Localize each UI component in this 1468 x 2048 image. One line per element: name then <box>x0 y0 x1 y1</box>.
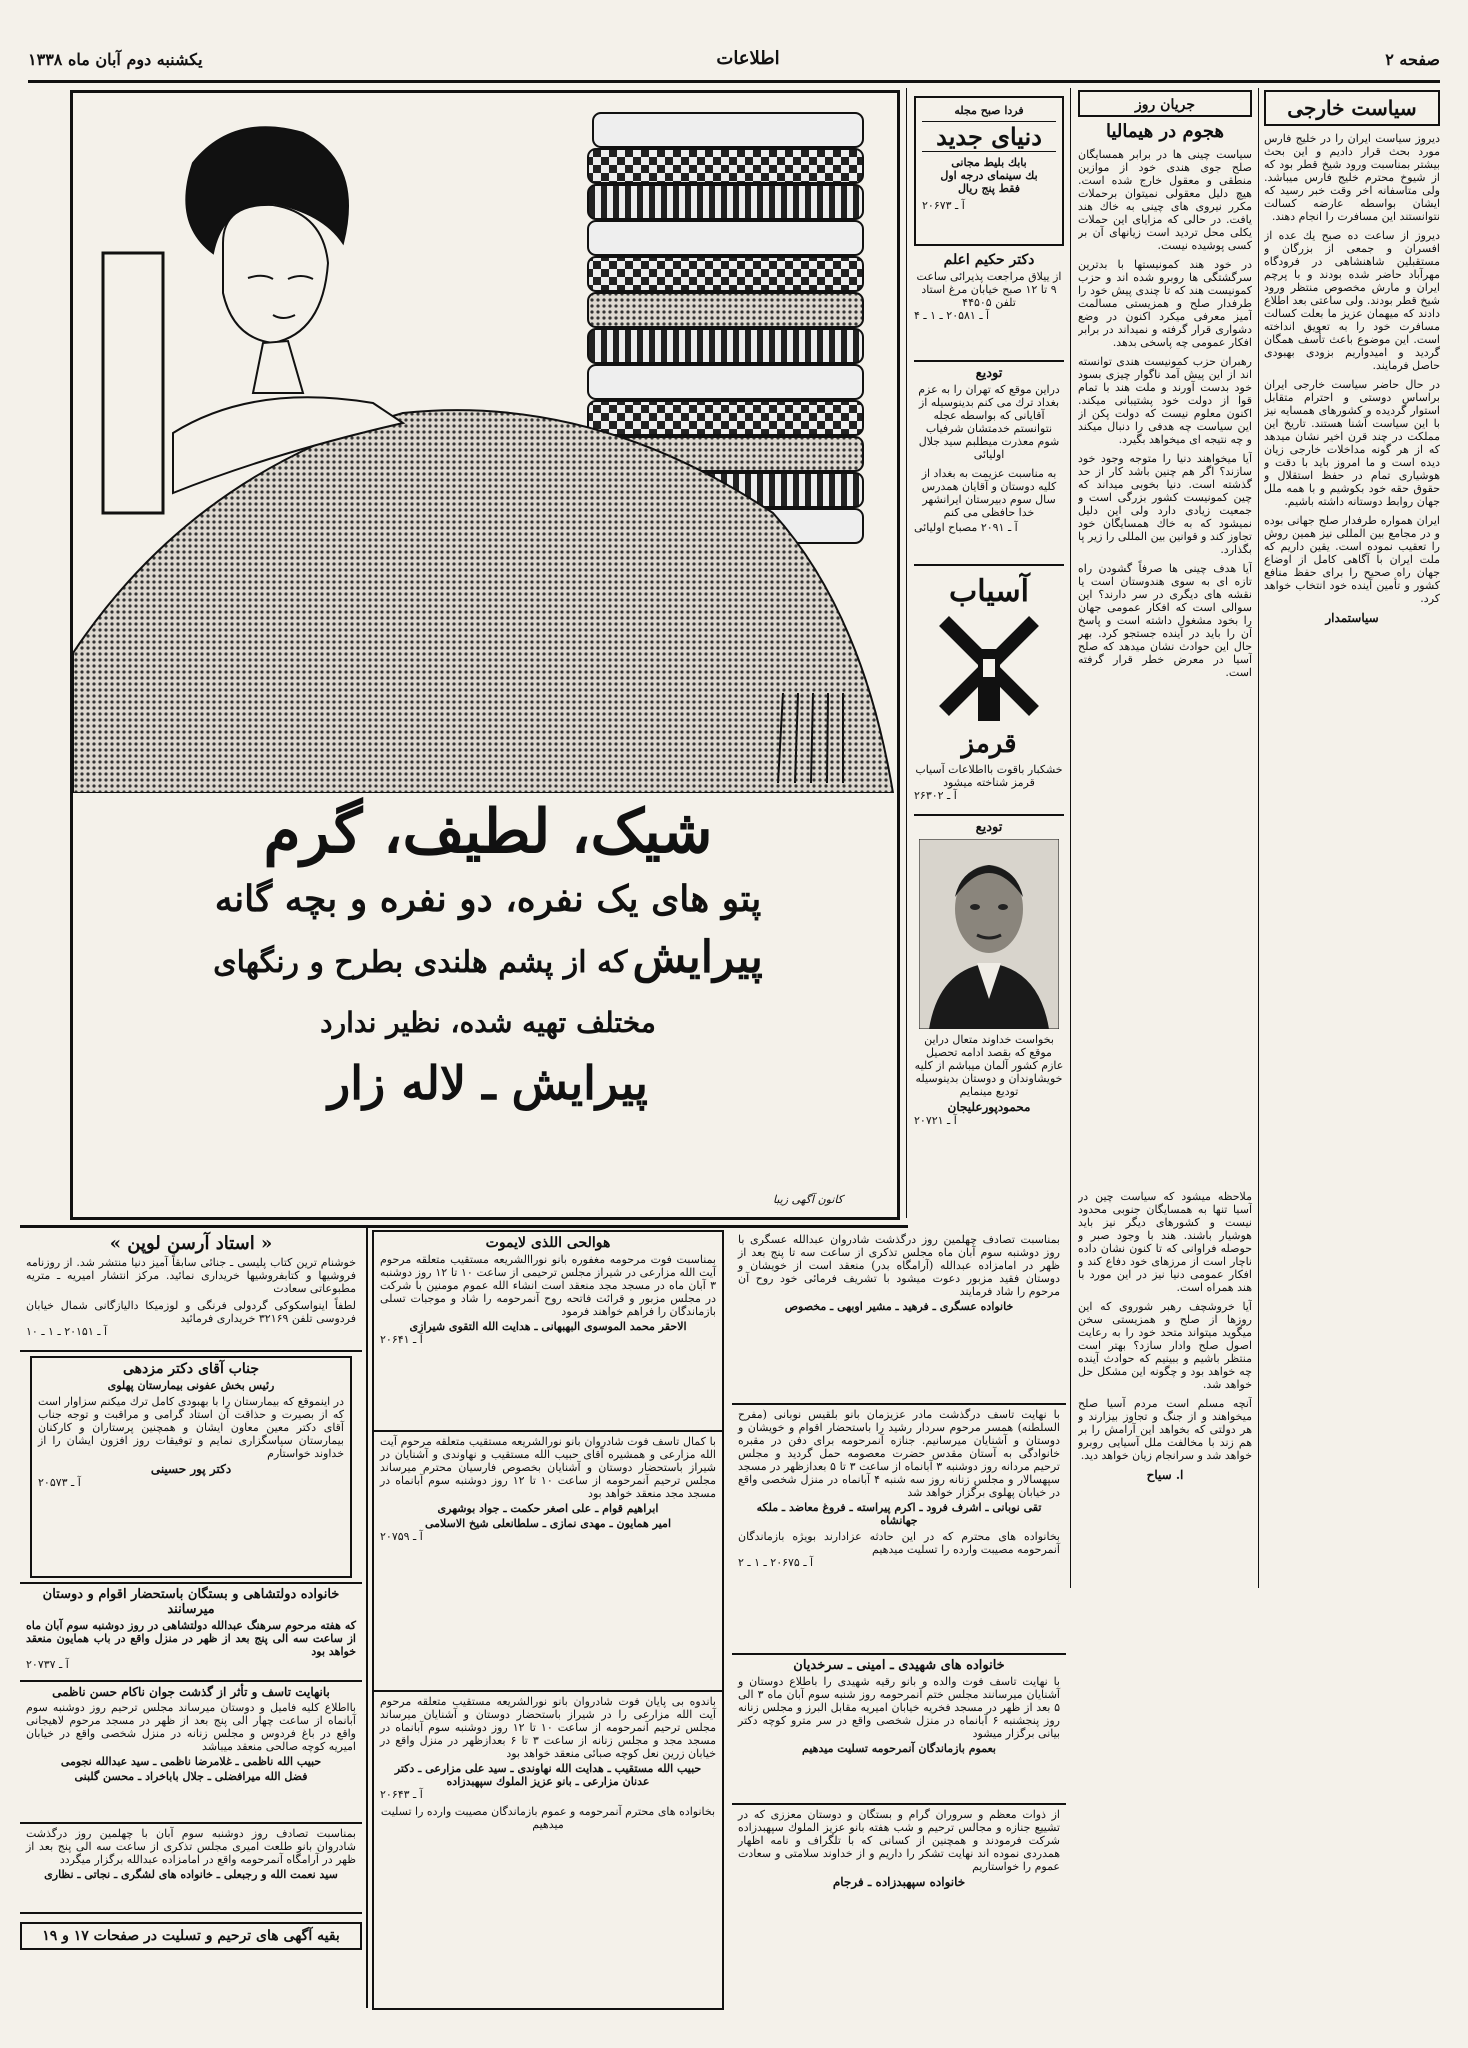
lower-left-column <box>20 1230 362 2010</box>
farewell-ad-2 <box>914 820 1064 1218</box>
foreign-signature: سیاستمدار <box>1325 611 1379 625</box>
nazemi-notice <box>20 1682 362 1824</box>
dowlatshahi-text: که هفته مرحوم سرهنگ عبدالله دولتشاهی در روز دوشنبه سوم آبان ماه از ساعت سه الی پنج بعد از ظهر در منزل واقع در باب همایون منعقد خواهد بود <box>26 1619 356 1658</box>
asiab-word-2: قرمز <box>961 729 1017 759</box>
hospital-thanks <box>30 1356 352 1578</box>
farewell-2-name: محمودپورعلیجان <box>947 1100 1031 1114</box>
asiab-tagline: خشکبار باقوت بااطلاعات آسیاب قرمز شناخته میشود <box>915 763 1063 789</box>
farewell-2-code: آ ـ ۲۰۷۲۱ <box>914 1114 957 1127</box>
nazemi-signature-2: فضل الله میرافضلی ـ جلال باباخراد ـ محسن گلبنی <box>74 1770 308 1783</box>
asiab-ad <box>914 570 1064 816</box>
himalaya-paragraph-3: رهبران حزب کمونیست هندی توانسته اند از این پیش آمد ناگوار چیزی بسود خود بدست آورند و ملت هند با تمام قوا از دولت خود پشتیبانی میکند. اکنون معلوم نیست که دولت پکن از این سیاست چه هدفی را دنبال میکند و چه نتیجه ای میخواهد بگیرد. <box>1078 355 1252 446</box>
dowlatshahi-title: خانواده دولتشاهی و بستگان باستحضار اقوام و دوستان میرسانند <box>42 1587 340 1617</box>
blanket-line-3-rest: که از پشم هلندی بطرح و رنگهای <box>213 945 628 980</box>
mozarei-code: آ ـ ۲۰۷۵۹ <box>380 1530 423 1543</box>
farewell-2-title: تودیع <box>975 820 1003 835</box>
magazine-name: دنیای جدید <box>922 121 1056 152</box>
blanket-line-3 <box>93 927 883 998</box>
foreign-paragraph-2: دیروز از ساعت ده صبح یك عده از افسران و جمعی از بزرگان و مستقبلین شاهنشاهی در فرودگاه مهرآباد حاضر شده بودند و با پرچم ایران و مارش مخصوص منتظر ورود شیخ قطر بودند. ولی ساعتی بعد اطلاع دادند که میهمان عزیز ما بعلت کسالت مسافرت خود را به تعویق انداخته است. این موضوع باعث تأسف همگان گردید و امیدواریم بزودی بهبودی حاصل فرمایند. <box>1264 229 1440 372</box>
himalaya-paragraph-8: آنچه مسلم است مردم آسیا صلح میخواهند و از جنگ و تجاوز بیزارند و هر دولتی که بخواهد این آرامش را بر هم زند با مخالفت ملل آسیایی روبرو خواهد شد و سرانجام زیان خواهد دید. <box>1078 1397 1252 1462</box>
farewell-1-title: تودیع <box>975 366 1003 381</box>
himalaya-continued <box>1078 1190 1252 1585</box>
masthead-rule <box>28 80 1440 83</box>
blanket-line-4: مختلف تهیه شده، نظیر ندارد <box>320 1006 656 1039</box>
hospital-signature: دکتر پور حسینی <box>150 1462 232 1476</box>
column-rule-1 <box>1258 88 1259 1588</box>
magazine-line-3: فقط پنج ریال <box>957 182 1021 195</box>
magazine-code: آ ـ ۲۰۶۷۳ <box>922 199 965 212</box>
mostaqib-notice <box>374 1692 722 2004</box>
nazemi-signature: حبیب الله ناظمی ـ غلامرضا ناظمی ـ سید عبدالله نجومی <box>60 1755 322 1768</box>
nowbani-condolence: بخانواده های محترم که در این حادثه عزادارند بویژه بازماندگان آنمرحومه مصیبت وارده را تسلیت میدهیم <box>738 1530 1060 1556</box>
portrait-photo <box>919 839 1059 1029</box>
lavasani-notice <box>374 1232 722 1432</box>
anniversary-signature: سید نعمت الله و رجبعلی ـ خانواده های لشگری ـ نجاتی ـ نظاری <box>44 1868 338 1881</box>
column-rule-2 <box>1070 88 1071 1588</box>
magazine-line-1: بابك بلیط مجانی <box>951 156 1027 169</box>
lavasani-code: آ ـ ۲۰۶۴۱ <box>380 1333 423 1346</box>
askari-signature: خانواده عسگری ـ فرهید ـ مشیر اوبهی ـ مخصوص <box>784 1300 1014 1313</box>
issue-date: یکشنبه دوم آبان ماه ۱۳۳۸ <box>28 50 203 69</box>
blanket-line-2: پتو های یک نفره، دو نفره و بچه گانه <box>214 878 762 920</box>
lupin-ad <box>20 1230 362 1352</box>
mozarei-notice <box>374 1432 722 1692</box>
farewell-1-text: دراین موقع که تهران را به عزم بغداد ترك می کنم بدینوسیله از آقایانی که بواسطه عجله نتوانستم خدمتشان شرفیاب شوم معذرت میطلبم سید جلال اولیائی <box>918 383 1060 461</box>
continued-footer: بقیه آگهی های ترحیم و تسلیت در صفحات ۱۷ و ۱۹ <box>20 1922 362 1950</box>
nowbani-code: آ ـ ۲۰۶۷۵ ـ ۱ ـ ۲ <box>738 1556 814 1569</box>
blanket-illustration <box>73 93 897 793</box>
lavasani-title: هوالحی اللذی لایموت <box>485 1235 611 1251</box>
mostaqib-condolence: بخانواده های محترم آنمرحومه و عموم بازماندگان مصیبت وارده را تسلیت میدهیم <box>380 1805 716 1831</box>
farewell-ad-1 <box>914 366 1064 566</box>
page-number: صفحه ۲ <box>1385 50 1440 69</box>
dowlatshahi-notice <box>20 1582 362 1682</box>
shahidi-signature: بعموم بازماندگان آنمرحومه تسلیت میدهیم <box>802 1742 996 1755</box>
mozarei-signature: ابراهیم قوام ـ علی اصغر حکمت ـ جواد بوشهری <box>437 1502 659 1515</box>
blanket-store: پیرایش ـ لاله زار <box>328 1056 648 1110</box>
foreign-paragraph-3: در حال حاضر سیاست خارجی ایران براساس دوستی و احترام متقابل استوار گردیده و کشورهای همسایه نیز با این سیاست آشنا هستند. تاریخ این مملکت در چند قرن اخیر نشان میدهد که از هر گونه مداخلات خارجی زیان دیده است و ما امروز باید با دقت و هوشیاری تمام در حفظ استقلال و حقوق حقه خود بکوشیم و با همه ملل جهان روابط دوستانه داشته باشیم. <box>1264 378 1440 508</box>
anniversary-text: بمناسبت تصادف روز دوشنبه سوم آبان با چهلمین روز درگذشت شادروان بانو طلعت امیری مجلس تذکری از ساعت سه الی پنج بعد از ظهر در آرامگاه آنمرحومه واقع در امامزاده عبدالله برگزار میگردد <box>26 1827 356 1866</box>
nazemi-text: بااطلاع کلیه فامیل و دوستان میرساند مجلس ترحیم روز دوشنبه سوم آبانماه از ساعت چهار الی پنج بعد از ظهر در مسجد مرحوم لاهیجانی واقع در باغ فردوس و مجلس زنانه در منزل شخصی واقع در خیابان امیریه کوچه صالحی منعقد میباشد <box>26 1701 356 1753</box>
foreign-policy-column <box>1264 90 1440 1585</box>
lupin-text: خوشنام ترین کتاب پلیسی ـ جنائی سابقاً آمیز دنیا منتشر شد. از روزنامه فروشیها و کتابفروشیها خریداری نمائید. مرکز انتشار امیریه ـ متریه مطبوعاتی سعادت <box>26 1256 356 1295</box>
blanket-headline: شیک، لطیف، گرم <box>263 797 713 867</box>
shahidi-text: با نهایت تاسف فوت والده و بانو رقیه شهیدی را باطلاع دوستان و آشنایان میرسانند مجلس ختم آنمرحومه روز شنبه سوم آبان ماه ۳ الی ۵ بعد از ظهر در مسجد فخریه خیابان امیریه مقابل البرز و مجلس زنانه روز پنجشنبه ۶ آبانماه در منزل شخصی واقع در سر مترو کوچه دکتر بیانی برگزار میشود <box>738 1675 1060 1740</box>
section-banner-label: جریان روز <box>1135 97 1195 113</box>
shahidi-title: خانواده های شهیدی ـ امینی ـ سرخدیان <box>793 1658 1005 1673</box>
himalaya-paragraph-6: ملاحظه میشود که سیاست چین در آسیا تنها به همسایگان جنوبی محدود نیست و کشورهای دیگر نیز باید هوشیار باشند. هند با وجود صبر و حوصله فراوانی که تا کنون نشان داده ناچار است از مرزهای خود دفاع کند و افکار عمومی دنیا نیز در این مورد با هند همراه است. <box>1078 1190 1252 1294</box>
lavasani-text: بمناسبت فوت مرحومه مغفوره بانو نوراالشریعه مستقیب متعلقه مرحوم آیت الله مزارعی در شیراز مجلس ترحیمی از ساعت ۱۰ تا ۱۲ روز دوشنبه ۳ آبان ماه در مسجد مجد منعقد است انشاء الله عموم مومنین با شرکت در مجلس مزبور و قرائت فاتحه روح آنمرحومه را شاد و موجبات تسلی بازماندگان را فراهم خواهند فرمود <box>380 1253 716 1318</box>
nazemi-title: بانهایت تاسف و تأثر از گذشت جوان ناکام حسن ناظمی <box>52 1685 330 1699</box>
thanks-notice <box>732 1805 1066 1975</box>
mozarei-signature-2: امیر همایون ـ مهدی نمازی ـ سلطانعلی شیخ الاسلامی <box>424 1517 671 1530</box>
blanket-copy <box>93 793 883 1118</box>
doctor-title: دکتر حکیم اعلم <box>943 252 1035 268</box>
himalaya-signature: ا. سیاح <box>1146 1468 1184 1482</box>
mostaqib-signature: حبیب الله مستقیب ـ هدایت الله نهاوندی ـ سید علی مزارعی ـ دکتر عدنان مزارعی ـ بانو عزیز الملوك سپهبدزاده <box>394 1762 702 1788</box>
magazine-top: فردا صبح مجله <box>954 104 1024 117</box>
nowbani-signature: تقی نوبانی ـ اشرف فرود ـ اکرم پیراسته ـ فروغ معاضد ـ ملکه جهانشاه <box>756 1501 1042 1527</box>
blanket-ad <box>70 90 900 1220</box>
column-rule-3 <box>906 88 907 1218</box>
askari-text: بمناسبت تصادف چهلمین روز درگذشت شادروان عبدالله عسگری با روز دوشنبه سوم آبان ماه مجلس تذکری از ساعت سه تا پنج بعد از ظهر در امامزاده عبدالله (آرامگاه بدر) منعقد است از خویشان و دوستان فقید مزبور دعوت میشود با تشریف فرمائی خود روح آن مرحوم را شاد فرمایند <box>738 1233 1060 1298</box>
foreign-policy-title: سیاست خارجی <box>1287 96 1417 120</box>
himalaya-paragraph-1: سیاست چینی ها در برابر همسایگان صلح جوی هندی خود از موازین منطقی و معقول خارج شده است. هیچ دلیل معقولی نمیتوان برحملات مکرر نیروی های چینی به خاك هند یافت. در حالی که مزایای این حملات یکلی محل تردید است زیانهای آن بر کسی پوشیده نیست. <box>1078 148 1252 252</box>
nowbani-text: با نهایت تاسف درگذشت مادر عزیزمان بانو بلقیس نوبانی (مفرح السلطنه) همسر مرحوم سردار رشید را باستحضار اقوام و خویشان و دوستان و آشنایان میرسانیم. جنازه آنمرحومه برای دفن در مقبره خانوادگی به آستان مقدس حضرت معصومه حمل گردید و مجلس ترحیم مردانه روز دوشنبه ۳ آبانماه از ساعت ۳ تا ۵ بعدازظهر در مسجد سپهسالار و مجلس زنانه روز سه شنبه ۴ آبانماه در منزل شخصی واقع در خیابان پهلوی برگزار خواهد شد <box>738 1408 1060 1499</box>
thanks-text: از ذوات معظم و سروران گرام و بستگان و دوستان معززی که در تشییع جنازه و مجالس ترحیم و شب هفته بانو عزیز الملوك سپهبدزاده شرکت فرمودند و همچنین از کسانی که با تلگراف و نامه اظهار همدردی نموده اند نهایت تشکر را داریم و از خداوند سلامتی و سعادت عموم را خواستاریم <box>738 1808 1060 1873</box>
thanks-signature: خانواده سپهبدزاده ـ فرجام <box>832 1875 966 1889</box>
windmill-logo <box>914 609 1064 729</box>
hospital-text: در اینموقع که بیمارستان را با بهبودی کامل ترك میکنم سزاوار است که از بصیرت و حذاقت آن استاد گرامی و مراقبت و توجه جناب آقای دکتر معین معاون ایشان و همچنین پرستاران و کارکنان بیمارستان سپاسگزاری نمایم و توفیقات روز افزون ایشان را از خداوند خواستارم <box>38 1395 344 1460</box>
doctor-code: آ ـ ۲۰۵۸۱ ـ ۱ ـ ۴ <box>914 309 990 322</box>
himalaya-title: هجوم در هیمالیا <box>1105 121 1224 142</box>
doctor-ad <box>914 252 1064 362</box>
magazine-ad <box>914 96 1064 246</box>
lower-section-rule <box>20 1225 908 1228</box>
lupin-text-2: لطفاً اینواسکوکی گردولی فرنگی و لوزمیکا دالیازگانی شمال خیابان فردوسی تلفن ۳۲۱۶۹ خریداری فرمائید <box>26 1299 356 1325</box>
section-banner <box>1078 90 1252 117</box>
lower-middle-column <box>372 1230 724 2010</box>
asiab-code: آ ـ ۲۶۳۰۲ <box>914 789 957 802</box>
hospital-subtitle: رئیس بخش عفونی بیمارستان پهلوی <box>107 1379 275 1392</box>
himalaya-paragraph-4: آیا میخواهند دنیا را متوجه وجود خود سازند؟ اگر هم چنین باشد کار از حد گذشته است. دنیا بخوبی میداند که چین کمونیست کشور بزرگی است و جمعیت زیادی دارد ولی این دلیل نمیشود که به خاك همسایگان خود تجاوز کند و قوانین بین المللی را زیر پا بگذارد. <box>1078 452 1252 556</box>
brand-name: پیرایش <box>632 932 763 983</box>
askari-notice <box>732 1230 1066 1405</box>
hospital-title: جناب آقای دکتر مزدهی <box>122 1361 260 1377</box>
dowlatshahi-code: آ ـ ۲۰۷۳۷ <box>26 1658 69 1671</box>
anniversary-notice <box>20 1824 362 1914</box>
asiab-word-1: آسیاب <box>949 574 1029 609</box>
foreign-policy-header <box>1264 90 1440 126</box>
foreign-paragraph-1: دیروز سیاست ایران را در خلیج فارس مورد بحث قرار دادیم و این بحث بیشتر بمناسبت ورود شیخ قطر بود که از شیوخ محترم خلیج فارس میباشد. ولی متاسفانه اخر وقت خبر رسید که ایشان بواسطه عارضه کسالت نتوانستند این مسافرت را انجام دهند. <box>1264 132 1440 223</box>
himalaya-paragraph-2: در خود هند کمونیستها با بدترین سرگشتگی ها روبرو شده اند و حزب کمونیست هند که تا چندی پیش خود را طرفدار صلح و همزیستی مسالمت آمیز معرفی میکرد اکنون در وضع دشواری قرار گرفته و نمیداند در برابر افکار عمومی چه پاسخی بدهد. <box>1078 258 1252 349</box>
lupin-title: « استاد آرسن لوپن » <box>109 1233 273 1254</box>
himalaya-column <box>1078 90 1252 1190</box>
himalaya-paragraph-7: آیا خروشچف رهبر شوروی که این روزها از صلح و همزیستی سخن میگوید میتواند متحد خود را به رعایت اصول صلح وادار سازد؟ بهتر است منتظر باشیم و ببینیم که حوادث آینده چه خواهد بود و چگونه این مشکل حل خواهد شد. <box>1078 1300 1252 1391</box>
magazine-line-2: بك سینمای درجه اول <box>940 169 1038 182</box>
masthead <box>28 48 1440 76</box>
shahidi-notice <box>732 1655 1066 1805</box>
farewell-1-code: آ ـ ۲۰۹۱ مصباح اولیائی <box>914 521 1018 534</box>
newspaper-name: اطلاعات <box>716 48 780 69</box>
farewell-2-text: بخواست خداوند متعال دراین موقع که بقصد ادامه تحصیل عازم کشور آلمان میباشم از کلیه خویشاوندان و دوستان بدینوسیله تودیع مینمایم <box>914 1033 1064 1098</box>
foreign-paragraph-4: ایران همواره طرفدار صلح جهانی بوده و در مجامع بین المللی نیز همین روش را تعقیب نموده است. یقین داریم که ملت ایران با آگاهی کامل از اوضاع جهان راه صحیح را برای حفظ منافع کشور و تأمین آینده خود انتخاب خواهد کرد. <box>1264 514 1440 605</box>
farewell-1-text-2: به مناسبت عزیمت به بغداد از کلیه دوستان و آقایان همدرس سال سوم دبیرستان ایرانشهر خدا حافظی می کنم <box>921 467 1057 519</box>
nowbani-notice <box>732 1405 1066 1655</box>
mostaqib-text: باندوه بی پایان فوت شادروان بانو نورالشریعه مستقیب متعلقه مرحوم آیت الله مزارعی را در شیراز باستحضار دوستان و آشنایان میرساند مجلس ترحیم آنمرحومه از ساعت ۱۰ تا ۱۲ روز دوشنبه سوم آبانماه در مسجد مجد و مجلس زنانه از ساعت ۳ تا ۶ بعدازظهر در منزل واقع در خیابان زرین نعل کوچه صبائی منعقد خواهد بود <box>380 1695 717 1760</box>
lavasani-signature: الاحقر محمد الموسوی البهبهانی ـ هدایت الله التقوی شیرازی <box>409 1320 687 1333</box>
agency-credit: کانون آگهی زیبا <box>773 1193 843 1206</box>
lower-right-column <box>732 1230 1066 2010</box>
hospital-code: آ ـ ۲۰۵۷۳ <box>38 1476 81 1489</box>
lupin-code: آ ـ ۲۰۱۵۱ ـ ۱ ـ ۱۰ <box>26 1325 108 1338</box>
column-rule-4 <box>366 1228 368 2008</box>
doctor-text: از ییلاق مراجعت پذیرائی ساعت ۹ تا ۱۲ صبح خیابان مرغ استاد تلفن ۴۴۵۰۵ <box>916 270 1062 309</box>
mozarei-text: با کمال تاسف فوت شادروان بانو نورالشریعه مستقیب متعلقه مرحوم آیت الله مزارعی و همشیره آقای حبیب الله مستقیب و نهاوندی و آشنایان در شیراز باستحضار دوستان و آشنایان بخصوص فارسیان محترم میرساند مجلس ترحیم آنمرحومه از ساعت ۱۰ تا ۱۲ روز دوشنبه سوم آبانماه در مسجد مجد منعقد خواهد بود <box>380 1435 716 1500</box>
mostaqib-code: آ ـ ۲۰۶۴۳ <box>380 1788 423 1801</box>
himalaya-paragraph-5: آیا هدف چینی ها صرفاً گشودن راه تازه ای به سوی هندوستان است یا نقشه های دیگری در سر دارند؟ این سوالی است که افکار عمومی جهان را بخود مشغول داشته است و پاسخ آن را باید در آینده جستجو کرد. بهر حال این حوادث نشان میدهد که صلح آسیا در معرض خطر قرار گرفته است. <box>1078 562 1252 679</box>
